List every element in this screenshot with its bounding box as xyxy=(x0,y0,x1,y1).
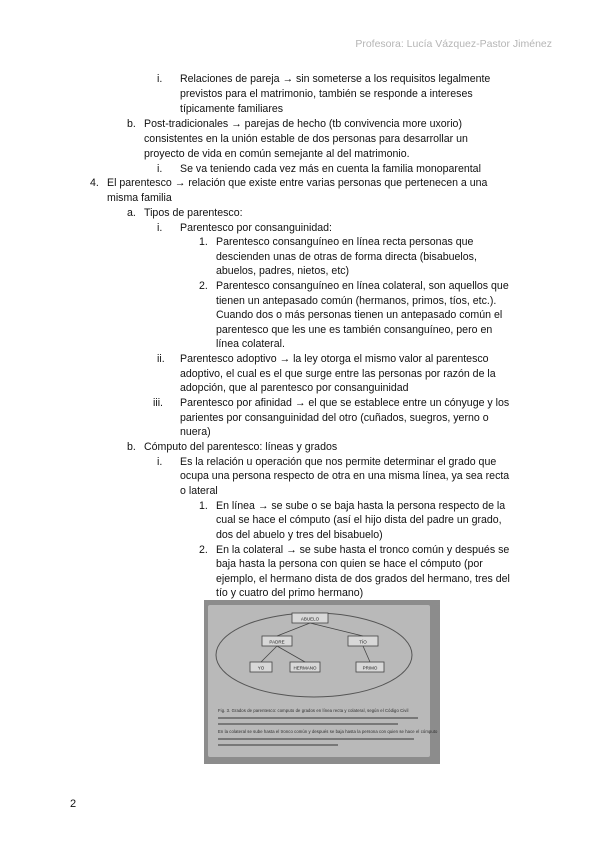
marker-iii: iii. xyxy=(153,397,164,409)
text-line: Post-tradicionales → parejas de hecho (tb convivencia more uxorio) xyxy=(144,118,462,130)
marker-b: b. xyxy=(127,118,136,130)
marker-1: 1. xyxy=(199,500,208,512)
marker-i: i. xyxy=(157,163,163,175)
marker-i: i. xyxy=(157,222,163,234)
box-abuelo-label: ABUELO xyxy=(300,616,320,622)
text-line: Parentesco consanguíneo en línea recta personas que xyxy=(216,236,474,248)
box-padre-label: PADRE xyxy=(269,639,285,645)
text-line: cual se hace el cómputo (así el hijo dista del padre un grado, xyxy=(216,514,502,526)
marker-ii: ii. xyxy=(157,353,165,365)
text-line: parientes por consanguinidad del otro (cuñados, suegros, yerno o xyxy=(180,412,489,424)
marker-i: i. xyxy=(157,456,163,468)
box-tio-label: TÍO xyxy=(359,639,367,645)
edge xyxy=(310,623,363,636)
photo-caption: En la colateral se sube hasta el tronco común y después se baja hasta la persona con quien se hace el cómputo xyxy=(218,729,438,734)
text-line: previstos para el matrimonio, también se responde a intereses xyxy=(180,88,473,100)
text-line: consistentes en la unión estable de dos personas para desarrollar un xyxy=(144,133,468,145)
text-line: proyecto de vida en común semejante al del matrimonio. xyxy=(144,148,410,160)
text-line: ocupa una persona respecto de otra en una misma línea, ya sea recta xyxy=(180,470,510,482)
text-line: Parentesco por afinidad → el que se establece entre un cónyuge y los xyxy=(180,397,510,409)
text-line: abuelos, padres, nietos, etc) xyxy=(216,265,350,277)
kinship-diagram xyxy=(208,605,430,757)
edge xyxy=(261,646,277,662)
box-yo-label: YO xyxy=(257,665,265,671)
caption-blur xyxy=(218,744,338,746)
text-line: Relaciones de pareja → sin someterse a los requisitos legalmente xyxy=(180,73,491,85)
marker-2: 2. xyxy=(199,280,208,292)
edge xyxy=(363,646,370,662)
text-line: Tipos de parentesco: xyxy=(144,207,243,219)
text-line: Cuando dos o más personas tienen un antepasado común el xyxy=(216,309,503,321)
text-line: parentesco que les une es también consanguíneo, pero en xyxy=(216,324,493,336)
edge xyxy=(277,623,310,636)
text-line: Parentesco por consanguinidad: xyxy=(180,222,332,234)
text-line: o lateral xyxy=(180,485,218,497)
text-line: baja hasta la persona con quien se hace el cómputo (por xyxy=(216,558,483,570)
text-line: tienen un antepasado común (hermanos, primos, tíos, etc.). xyxy=(216,295,497,307)
text-line: dos del abuelo y tres del bisabuelo) xyxy=(216,529,383,541)
text-line: Se va teniendo cada vez más en cuenta la familia monoparental xyxy=(180,163,481,175)
marker-b: b. xyxy=(127,441,136,453)
text-line: Es la relación u operación que nos permite determinar el grado que xyxy=(180,456,497,468)
edge xyxy=(277,646,305,662)
box-hermano-label: HERMANO xyxy=(293,665,317,671)
diagram-ellipse xyxy=(216,613,412,697)
marker-a: a. xyxy=(127,207,136,219)
text-line: En línea → se sube o se baja hasta la persona respecto de la xyxy=(216,500,506,512)
text-line: línea colateral. xyxy=(216,338,285,350)
text-line: Parentesco adoptivo → la ley otorga el mismo valor al parentesco xyxy=(180,353,489,365)
header-author: Profesora: Lucía Vázquez-Pastor Jiménez xyxy=(355,38,552,50)
kinship-diagram-photo xyxy=(204,600,440,764)
text-line: Cómputo del parentesco: líneas y grados xyxy=(144,441,338,453)
text-line: ejemplo, el hermano dista de dos grados del hermano, tres del xyxy=(216,573,510,585)
text-line: tío y cuatro del primo hermano) xyxy=(216,587,364,599)
text-line: adopción, que al parentesco por consanguinidad xyxy=(180,382,409,394)
marker-i: i. xyxy=(157,73,163,85)
marker-2: 2. xyxy=(199,544,208,556)
text-line: descienden unas de otras de forma directa (bisabuelos, xyxy=(216,251,477,263)
text-line: El parentesco → relación que existe entre varias personas que pertenecen a una xyxy=(107,177,488,189)
text-line: nuera) xyxy=(180,426,211,438)
box-primo-label: PRIMO xyxy=(362,665,378,671)
text-line: En la colateral → se sube hasta el tronco común y después se xyxy=(216,544,510,556)
caption-blur xyxy=(218,738,414,740)
marker-4: 4. xyxy=(90,177,99,189)
photo-caption: Fig. 3. Grados de parentesco: computo de grados en línea recta y colateral, según el Código Civil xyxy=(218,708,409,713)
page-number: 2 xyxy=(70,798,77,810)
text-line: adoptivo, el cual es el que surge entre las personas por razón de la xyxy=(180,368,496,380)
text-line: misma familia xyxy=(107,192,172,204)
caption-blur xyxy=(218,723,398,725)
marker-1: 1. xyxy=(199,236,208,248)
text-line: típicamente familiares xyxy=(180,103,284,115)
caption-blur xyxy=(218,717,418,719)
text-line: Parentesco consanguíneo en línea colateral, son aquellos que xyxy=(216,280,509,292)
